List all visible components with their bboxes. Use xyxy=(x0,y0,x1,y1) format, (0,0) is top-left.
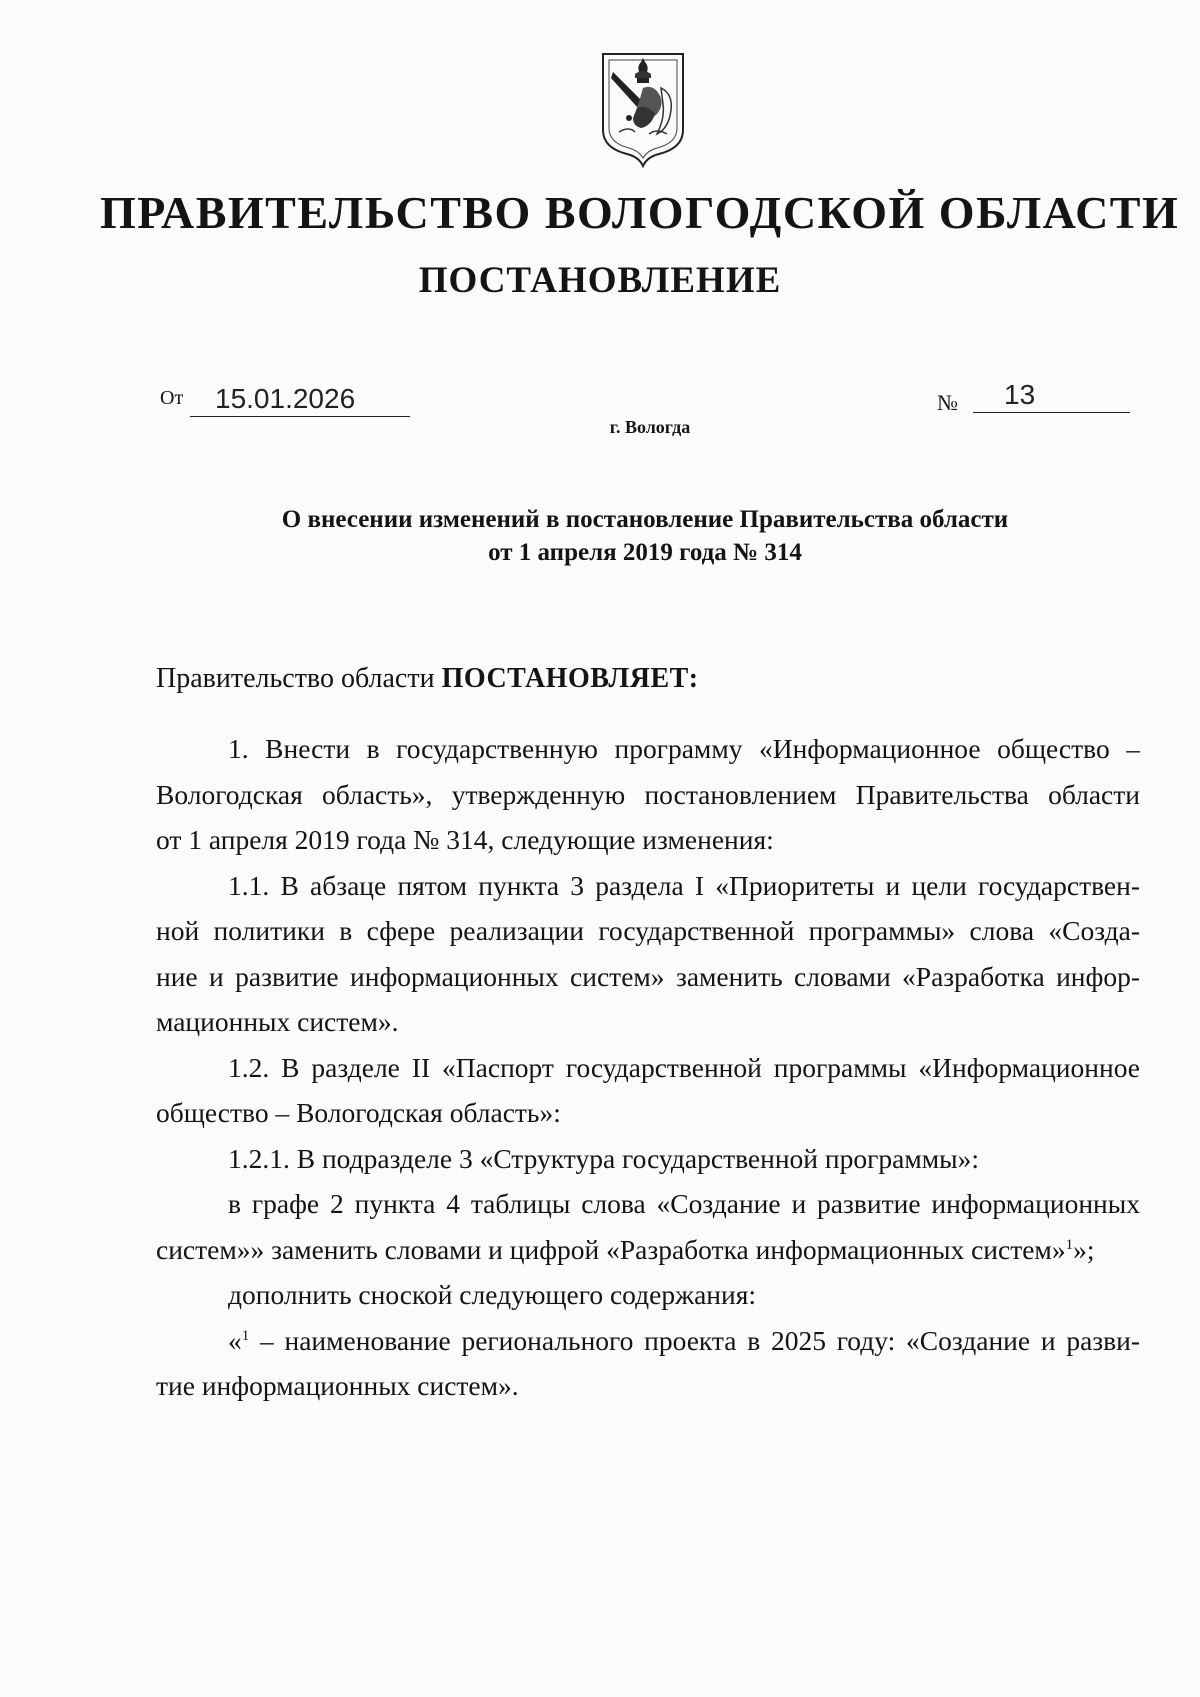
date-field xyxy=(190,385,410,417)
body-line: тие информационных систем». xyxy=(156,1370,519,1401)
body-line: от 1 апреля 2019 года № 314, следующие изменения: xyxy=(156,824,774,855)
body-line: общество – Вологодская область»: xyxy=(156,1097,561,1128)
body-line: дополнить сноской следующего содержания: xyxy=(228,1279,757,1310)
document-body xyxy=(156,726,1140,1409)
footnote-ref: 1 xyxy=(1065,1236,1074,1253)
preamble-text: Правительство области xyxy=(156,663,442,694)
preamble xyxy=(156,663,699,695)
date-prefix-label: От xyxy=(160,387,184,409)
document-date: 15.01.2026 xyxy=(215,383,356,414)
body-line: 1.2.1. В подразделе 3 «Структура государственной программы»: xyxy=(228,1142,980,1174)
document-type-heading: ПОСТАНОВЛЕНИЕ xyxy=(418,260,782,301)
decree-word: ПОСТАНОВЛЯЕТ: xyxy=(441,663,699,694)
body-line: ной политики в сфере реализации государственной программы» слова «Созда- xyxy=(156,915,1140,946)
body-line: 1.2. В разделе II «Паспорт государственной программы «Информационное xyxy=(228,1051,1140,1083)
body-line-part: »; xyxy=(1073,1233,1095,1265)
body-line: в графе 2 пункта 4 таблицы слова «Создание и развитие информационных xyxy=(228,1188,1140,1219)
document-subject xyxy=(150,503,1140,569)
body-line: 1. Внести в государственную программу «Информационное общество – xyxy=(228,733,1140,764)
subject-line: от 1 апреля 2019 года № 314 xyxy=(488,539,802,566)
date-prefix xyxy=(160,387,183,410)
body-line-part: « xyxy=(228,1324,242,1356)
body-line xyxy=(156,1318,1140,1364)
body-line: 1.1. В абзаце пятом пункта 3 раздела I «Приоритеты и цели государствен- xyxy=(228,869,1140,901)
body-line-part: систем»» заменить словами и цифрой «Разработка информационных систем» xyxy=(156,1233,1066,1265)
organization-title: ПРАВИТЕЛЬСТВО ВОЛОГОДСКОЙ ОБЛАСТИ xyxy=(100,187,1180,238)
subject-line: О внесении изменений в постановление Правительства области xyxy=(281,506,1009,533)
body-line-part: – наименование регионального проекта в 2025 году: «Создание и разви- xyxy=(249,1324,1140,1356)
footnote-ref: 1 xyxy=(241,1327,250,1344)
body-line xyxy=(156,1227,1140,1273)
body-line: ние и развитие информационных систем» заменить словами «Разработка инфор- xyxy=(156,960,1140,992)
coat-of-arms-icon xyxy=(599,48,687,170)
city-label: г. Вологда xyxy=(609,417,691,437)
document-number: 13 xyxy=(1004,379,1036,410)
body-line: мационных систем». xyxy=(156,1006,399,1037)
body-line: Вологодская область», утвержденную постановлением Правительства области xyxy=(156,778,1140,810)
number-label: № xyxy=(937,390,958,415)
number-field xyxy=(973,381,1130,413)
